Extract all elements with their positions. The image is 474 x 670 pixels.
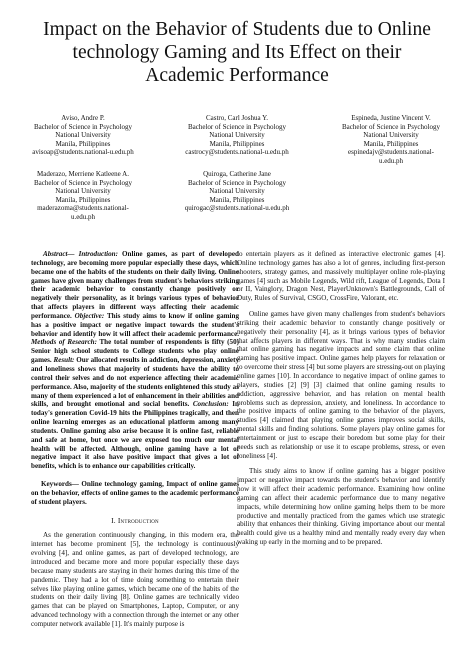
- author-location: Manila, Philippines: [363, 139, 419, 148]
- result-label: Result:: [53, 356, 75, 365]
- author-email: castrocy@students.national-u.edu.ph: [185, 148, 289, 157]
- body-paragraph: Online games have given many challenges from student's behaviors striking their academic behavior to constantly change positively or negatively their personality [4], as it brings various types of behavior that affects players in different ways. That is why many studies claim that online gaming has negative impacts and some claim that online gaming has positive impact. Online games help players for relaxation or to overcome their stress [4] but some players are stressing-out on playing online games [10]. In accordance to negative impact of online games to players, studies [2] [9] [3] claimed that online gaming results to addiction, aggressive behavior, and has relation on mental health problems such as depression, anxiety, and loneliness. In accordance to the positive impacts of online gaming to the behavior of the players, studies [4] claimed that playing online games improves social skills, mental skills and finding solutions. Some players play online games for entertainment or just to escape their boredom but some play for their needs such as relationship or use it to escape problems, stress, or even loneliness [4].: [237, 310, 445, 460]
- paper-title: [20, 18, 454, 87]
- author-org: National University: [209, 131, 265, 140]
- author-degree: Bachelor of Science in Psychology: [342, 122, 440, 131]
- author-email: maderazoma@students.national-: [37, 204, 129, 213]
- author-name: Aviso, Andre P.: [61, 114, 105, 122]
- author-block: [13, 170, 153, 222]
- left-column: [31, 250, 239, 629]
- author-name: Espineda, Justine Vincent V.: [351, 114, 431, 122]
- methods-label: Methods of Research:: [31, 338, 97, 347]
- author-degree: Bachelor of Science in Psychology: [34, 122, 132, 131]
- author-location: Manila, Philippines: [55, 139, 111, 148]
- title-line: technology Gaming and Its Effect on their: [72, 42, 402, 63]
- author-org: National University: [209, 187, 265, 196]
- objective-label: Objective:: [74, 311, 105, 320]
- section-heading: I. Introduction: [111, 515, 159, 525]
- right-column: [237, 250, 445, 547]
- author-name: Castro, Carl Joshua Y.: [205, 114, 269, 122]
- author-location: Manila, Philippines: [209, 195, 265, 204]
- title-line: Academic Performance: [145, 65, 329, 86]
- abstract-text: This study aims to know if online gaming has a positive impact or negative impact towards the student's behavior and identify how it will affect their academic performance.: [31, 311, 240, 338]
- author-name: Maderazo, Merriene Katleene A.: [37, 170, 129, 178]
- author-org: National University: [55, 131, 111, 140]
- author-location: Manila, Philippines: [209, 139, 265, 148]
- body-paragraph: As the generation continuously changing, in this modern era, the internet has become prominent [5], the technology is continuously evolving [4], and online games, as part of developed technology, are introduced and became more and more popular especially these days because many students are staying in their homes during this time of the pandemic. They had a lot of time doing something to entertain their selves like playing online games, which became one of the habits of the students on their daily living [8]. Online games are technically video games that can be played on Smartphones, Laptop, Computer, or any advanced technology with a connection through the internet or any other computer network available [1]. It's mainly purpose is: [31, 531, 239, 628]
- author-email: u.edu.ph: [70, 212, 96, 221]
- author-org: National University: [55, 187, 111, 196]
- author-block: [167, 114, 307, 157]
- author-degree: Bachelor of Science in Psychology: [34, 178, 132, 187]
- author-email: quirogac@students.national-u.edu.ph: [184, 204, 290, 213]
- author-org: National University: [363, 131, 419, 140]
- abstract-text: The total number of respondents is fifty (50) Senior high school students to College students who play online games.: [31, 338, 239, 365]
- author-degree: Bachelor of Science in Psychology: [188, 178, 286, 187]
- author-email: avisoap@students.national-u.edu.ph: [32, 148, 134, 157]
- author-block: [167, 170, 307, 213]
- body-paragraph: This study aims to know if online gaming has a bigger positive impact or negative impact towards the student's behavior and identify how it will affect their academic performance. Examining how online gaming can affect their academic performance due to many negative impacts, while determining how online gaming helps them to be more productive and mentally practiced from the games which use strategic ability that enhances their thinking. Giving importance about our mental health could give us a healthy mind and mentally ready every day when waking up early in the morning and to be prepared.: [237, 467, 445, 547]
- author-degree: Bachelor of Science in Psychology: [188, 122, 286, 131]
- author-location: Manila, Philippines: [55, 195, 111, 204]
- abstract-text: Online games, as part of developed technology, are becoming more popular especially these days, which became one of the habits of the students on their daily living. Online games have given many challenges from student's behaviors striking their academic behavior to constantly change positively or negatively their personality, as it brings various types of behavior that affects players in different ways affecting their academic performance.: [31, 250, 239, 320]
- author-name: Quiroga, Catherine Jane: [203, 170, 271, 178]
- conclusion-label: Conclusion:: [192, 400, 229, 409]
- abstract: [31, 250, 239, 471]
- abstract-lead: Abstract— Introduction:: [43, 250, 118, 258]
- author-email: u.edu.ph: [378, 156, 404, 165]
- body-paragraph: to entertain players as it defined as interactive electronic games [4]. Online technology games has also a lot of genres, including first-person shooters, strategy games, and massively multiplayer online role-playing games [4] such as Mobile Legends, Wild rift, League of Legends, Dota I or II, Vainglory, Dragon Nest, PlayerUnknown's Battlegrounds, Call of Duty, Rules of Survival, CSGO, CrossFire, Valorant, etc.: [237, 250, 445, 303]
- abstract-text: In today's generation Covid-19 hits the Philippines tragically, and then online learning emerges as an educational platform among many students. Online gaming also arise because it is online fast, reliable and safe at home, but once we are exposed too much our mental health will be affected. Although, online gaming have a lot of negative impact it also have positive impact that gives a lot of benefits, which is to enhance our capabilities critically.: [31, 400, 240, 471]
- author-block: [321, 114, 461, 166]
- author-block: [13, 114, 153, 157]
- author-email: espinedajv@students.national-: [348, 148, 434, 157]
- title-line: Impact on the Behavior of Students due to Online: [43, 19, 431, 40]
- abstract-text: Our allocated results in addiction, depression, anxiety and loneliness shows that majority of students have the ability to control their selves and do not experience affecting their academic performance. Also, majority of the students enlightened this study as many of them experienced a lot of enhancement in their abilities and skills, and brought emotional and social benefits.: [31, 356, 239, 409]
- keywords: Keywords— Online technology gaming, Impact of online games on the behavior, effects of online games to the academic performance of student players.: [31, 480, 239, 506]
